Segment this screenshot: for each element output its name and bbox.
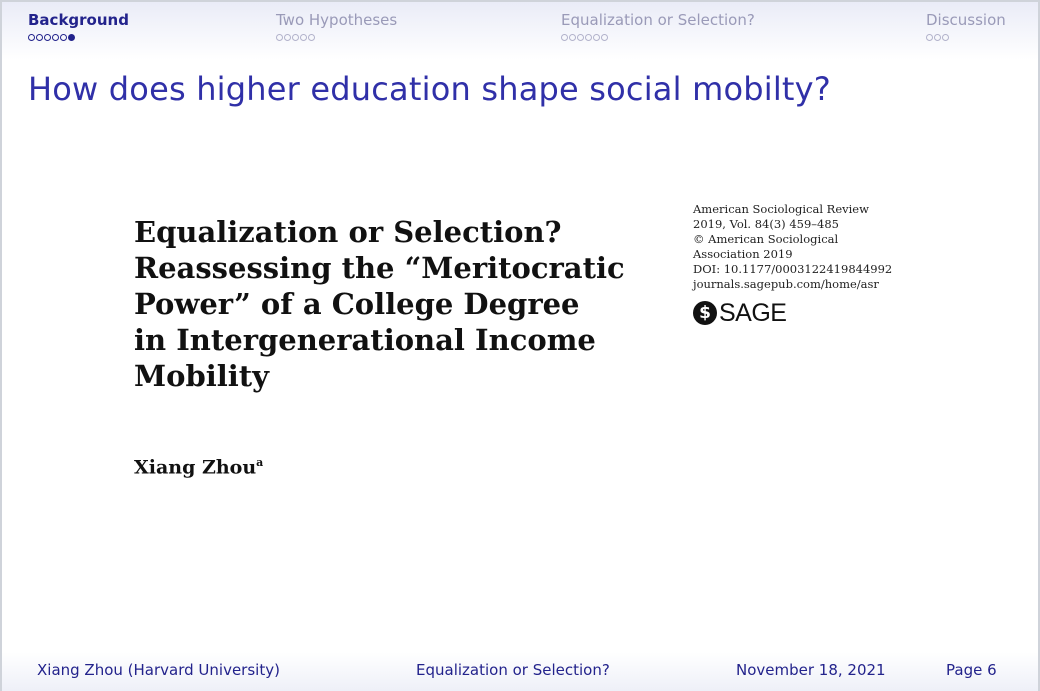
nav-frame-dots (926, 32, 1006, 42)
nav-section-label[interactable]: Discussion (926, 11, 1006, 29)
nav-frame-dot[interactable] (44, 34, 51, 41)
sage-logo (693, 299, 786, 327)
nav-frame-dot[interactable] (284, 34, 291, 41)
nav-frame-dot[interactable] (300, 34, 307, 41)
nav-frame-dot[interactable] (308, 34, 315, 41)
nav-frame-dots (276, 32, 397, 42)
nav-section-label[interactable]: Two Hypotheses (276, 11, 398, 29)
nav-frame-dot[interactable] (934, 34, 941, 41)
nav-section-discussion[interactable] (926, 12, 1006, 42)
nav-frame-dot[interactable] (36, 34, 43, 41)
slide-border-top (0, 0, 1040, 2)
article-title-line: in Intergenerational Income (134, 323, 596, 357)
footer-page-number: Page 6 (946, 661, 997, 679)
nav-current-frame-dot[interactable] (68, 34, 75, 41)
nav-frame-dot[interactable] (276, 34, 283, 41)
nav-frame-dot[interactable] (52, 34, 59, 41)
sage-wordmark: SAGE (719, 298, 787, 327)
nav-frame-dots (28, 32, 129, 42)
nav-section-label[interactable]: Equalization or Selection? (561, 11, 755, 29)
journal-line: journals.sagepub.com/home/asr (693, 277, 879, 291)
journal-line: American Sociological Review (693, 202, 869, 216)
nav-frame-dot[interactable] (561, 34, 568, 41)
nav-frame-dot[interactable] (28, 34, 35, 41)
footer-date: November 18, 2021 (736, 661, 886, 679)
article-title-line: Power” of a College Degree (134, 287, 580, 321)
journal-info (693, 202, 933, 292)
nav-section-background[interactable] (28, 12, 129, 42)
nav-frame-dot[interactable] (585, 34, 592, 41)
frame-title: How does higher education shape social mobilty? (28, 70, 831, 108)
footer (0, 652, 1040, 691)
nav-frame-dots (561, 32, 755, 42)
footer-short-title: Equalization or Selection? (416, 661, 610, 679)
nav-frame-dot[interactable] (577, 34, 584, 41)
slide-border-left (0, 0, 2, 691)
article-title-line: Mobility (134, 359, 270, 393)
nav-frame-dot[interactable] (569, 34, 576, 41)
nav-section-label[interactable]: Background (28, 11, 129, 29)
nav-frame-dot[interactable] (926, 34, 933, 41)
sage-s-icon: $ (693, 301, 717, 325)
nav-section-equalization-or-selection[interactable] (561, 12, 755, 42)
nav-frame-dot[interactable] (60, 34, 67, 41)
author-affiliation-mark: a (256, 456, 264, 469)
nav-frame-dot[interactable] (292, 34, 299, 41)
journal-line: DOI: 10.1177/0003122419844992 (693, 262, 893, 276)
footer-author: Xiang Zhou (Harvard University) (37, 661, 280, 679)
article-title-line: Equalization or Selection? (134, 215, 562, 249)
article-title (134, 214, 654, 394)
article-title-line: Reassessing the “Meritocratic (134, 251, 625, 285)
nav-frame-dot[interactable] (601, 34, 608, 41)
journal-line: Association 2019 (693, 247, 793, 261)
nav-section-two-hypotheses[interactable] (276, 12, 397, 42)
nav-frame-dot[interactable] (593, 34, 600, 41)
navigation-bar (0, 0, 1040, 60)
article-author (134, 456, 263, 478)
author-name: Xiang Zhou (134, 456, 257, 479)
journal-line: © American Sociological (693, 232, 839, 246)
nav-frame-dot[interactable] (942, 34, 949, 41)
journal-line: 2019, Vol. 84(3) 459–485 (693, 217, 839, 231)
